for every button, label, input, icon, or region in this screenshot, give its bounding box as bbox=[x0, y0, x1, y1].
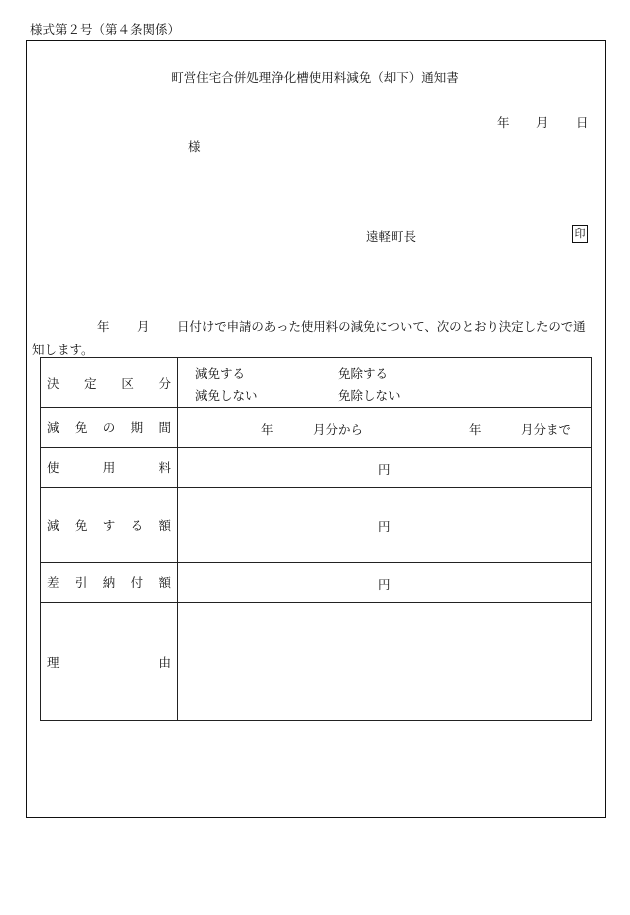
date-day-label: 日 bbox=[576, 115, 589, 130]
body-text-line1: 日付けで申請のあった使用料の減免について、次のとおり決定したので通 bbox=[177, 319, 586, 334]
reduction-label-cell bbox=[41, 487, 177, 562]
issuer-name: 遠軽町長 bbox=[366, 229, 417, 244]
period-label-cell bbox=[41, 407, 177, 447]
fee-unit: 円 bbox=[378, 462, 391, 477]
option-no-exempt: 免除しない bbox=[338, 388, 401, 403]
seal-mark: 印 bbox=[572, 225, 588, 243]
option-reduce: 減免する bbox=[195, 366, 246, 381]
recipient-suffix: 様 bbox=[188, 139, 201, 154]
reduction-unit: 円 bbox=[378, 519, 391, 534]
fee-label: 使用料 bbox=[47, 460, 171, 475]
form-number-label: 様式第２号（第４条関係） bbox=[30, 22, 181, 37]
option-no-reduce: 減免しない bbox=[195, 388, 258, 403]
date-year-label: 年 bbox=[497, 115, 510, 130]
body-text-line2: 知します。 bbox=[32, 342, 94, 357]
reason-field[interactable] bbox=[178, 603, 591, 720]
period-to-month: 月分まで bbox=[521, 422, 572, 437]
fee-label-cell bbox=[41, 447, 177, 487]
period-label: 減免の期間 bbox=[47, 420, 171, 435]
reason-label: 理由 bbox=[47, 654, 171, 670]
period-to-year: 年 bbox=[469, 422, 482, 437]
document-title: 町営住宅合併処理浄化槽使用料減免（却下）通知書 bbox=[171, 70, 459, 85]
option-exempt: 免除する bbox=[338, 366, 389, 381]
decision-label-cell bbox=[41, 358, 177, 407]
body-month-label: 月 bbox=[137, 319, 150, 334]
period-from-year: 年 bbox=[261, 422, 274, 437]
date-month-label: 月 bbox=[536, 115, 549, 130]
reduction-label: 減免する額 bbox=[47, 517, 171, 533]
period-from-month: 月分から bbox=[313, 422, 364, 437]
payment-unit: 円 bbox=[378, 577, 391, 592]
decision-label: 決定区分 bbox=[47, 375, 171, 391]
body-year-label: 年 bbox=[97, 319, 110, 334]
decision-table bbox=[40, 357, 592, 721]
reason-label-cell bbox=[41, 602, 177, 721]
payment-label-cell bbox=[41, 562, 177, 602]
payment-label: 差引納付額 bbox=[47, 575, 171, 590]
